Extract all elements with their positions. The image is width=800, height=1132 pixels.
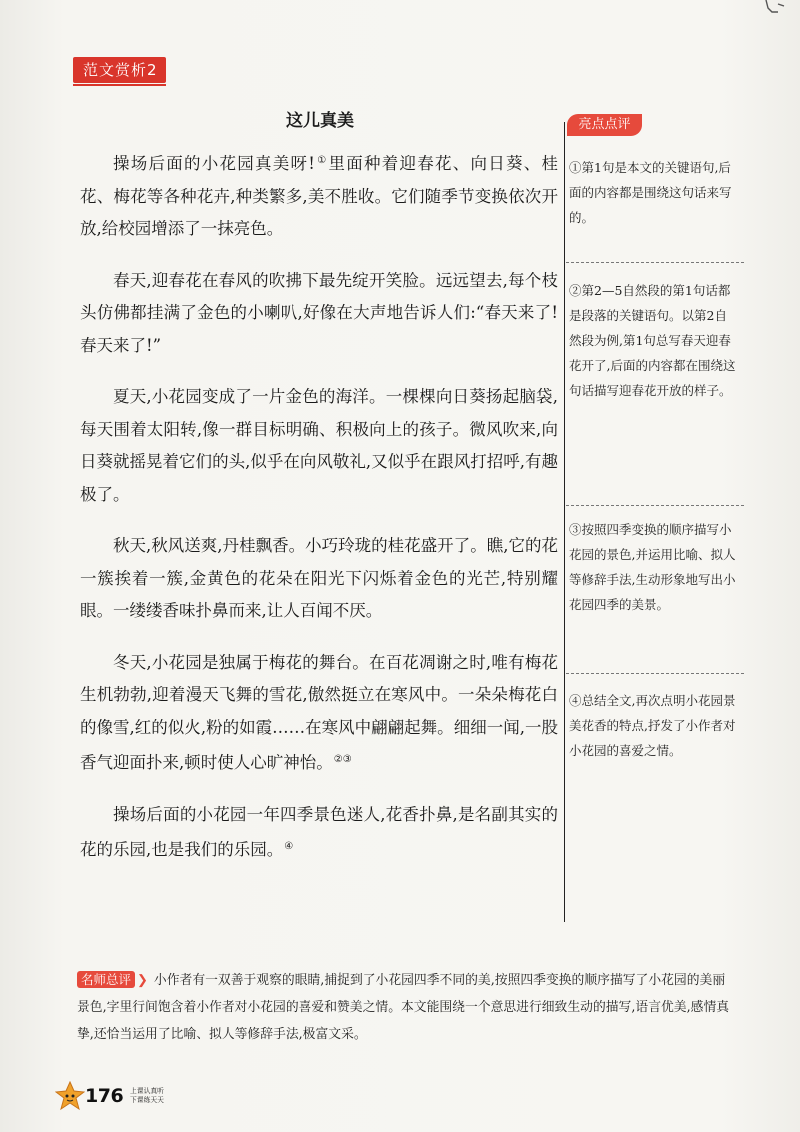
essay-paragraph [80, 799, 558, 867]
essay-body [80, 145, 558, 886]
slogan-line: 下课练天天 [130, 1096, 164, 1104]
paragraph-text: 里面种着迎春花、向日葵、桂花、梅花等各种花卉,种类繁多,美不胜收。它们随季节变换依次开放,给校园增添了一抹亮色。 [80, 154, 559, 238]
footer-slogan [130, 1087, 170, 1105]
annotation-marker: ① [315, 155, 328, 166]
paragraph-text: 操场后面的小花园一年四季景色迷人,花香扑鼻,是名副其实的花的乐园,也是我们的乐园。 [80, 804, 558, 859]
review-badge: 名师总评 [77, 971, 135, 988]
sidebar-note-4: ④总结全文,再次点明小花园景美花香的特点,抒发了小作者对小花园的喜爱之情。 [569, 693, 736, 758]
page-number: 176 [85, 1085, 124, 1107]
annotation-marker: ④ [284, 841, 294, 852]
sidebar-note-3: ③按照四季变换的顺序描写小花园的景色,并运用比喻、拟人等修辞手法,生动形象地写出小花园四季的美景。 [569, 522, 736, 612]
corner-mark-icon [762, 0, 786, 18]
paragraph-text: 春天,迎春花在春风的吹拂下最先绽开笑脸。远远望去,每个枝头仿佛都挂满了金色的小喇叭,好像在大声地告诉人们:“春天来了!春天来了!” [80, 270, 558, 355]
star-mascot-icon [55, 1081, 85, 1111]
essay-paragraph [80, 647, 558, 780]
essay-paragraph [80, 265, 558, 363]
slogan-line: 上课认真听 [130, 1087, 164, 1095]
essay-paragraph [80, 381, 558, 511]
paragraph-text: 夏天,小花园变成了一片金色的海洋。一棵棵向日葵扬起脑袋,每天围着太阳转,像一群目标明确、积极向上的孩子。微风吹来,向日葵就摇晃着它们的头,似乎在向风敬礼,又似乎在跟风打招呼,有趣极了。 [80, 387, 558, 504]
note-divider [566, 673, 744, 674]
note-divider [566, 505, 744, 506]
review-arrow-icon: ❯ [137, 973, 148, 988]
paragraph-text: 操场后面的小花园真美呀! [113, 154, 315, 173]
section-tag: 范文赏析2 [73, 57, 166, 83]
teacher-review [77, 967, 737, 1048]
sidebar-note-2: ②第2—5自然段的第1句话都是段落的关键语句。以第2自然段为例,第1句总写春天迎春花开了,后面的内容都在围绕这句话描写迎春花开放的样子。 [569, 283, 736, 398]
essay-paragraph [80, 530, 558, 628]
page-footer [55, 1077, 355, 1117]
paragraph-text: 冬天,小花园是独属于梅花的舞台。在百花凋谢之时,唯有梅花生机勃勃,迎着漫天飞舞的雪花,傲然挺立在寒风中。一朵朵梅花白的像雪,红的似火,粉的如霞……在寒风中翩翩起舞。细细一闻,一股香气迎面扑来,顿时使人心旷神怡。 [80, 652, 558, 772]
annotation-marker: ②③ [333, 754, 352, 765]
essay-paragraph [80, 145, 558, 246]
review-text: 小作者有一双善于观察的眼睛,捕捉到了小花园四季不同的美,按照四季变换的顺序描写了小花园的美丽景色,字里行间饱含着小作者对小花园的喜爱和赞美之情。本文能围绕一个意思进行细致生动的描写,语言优美,感情真挚,还恰当运用了比喻、拟人等修辞手法,极富文采。 [77, 973, 730, 1042]
sidebar-header: 亮点点评 [567, 114, 642, 136]
column-divider [564, 122, 565, 922]
note-divider [566, 262, 744, 263]
sidebar-note-1: ①第1句是本文的关键语句,后面的内容都是围绕这句话来写的。 [569, 160, 732, 225]
essay-title: 这儿真美 [286, 111, 354, 131]
paragraph-text: 秋天,秋风送爽,丹桂飘香。小巧玲珑的桂花盛开了。瞧,它的花一簇挨着一簇,金黄色的花朵在阳光下闪烁着金色的光芒,特别耀眼。一缕缕香味扑鼻而来,让人百闻不厌。 [80, 536, 558, 620]
